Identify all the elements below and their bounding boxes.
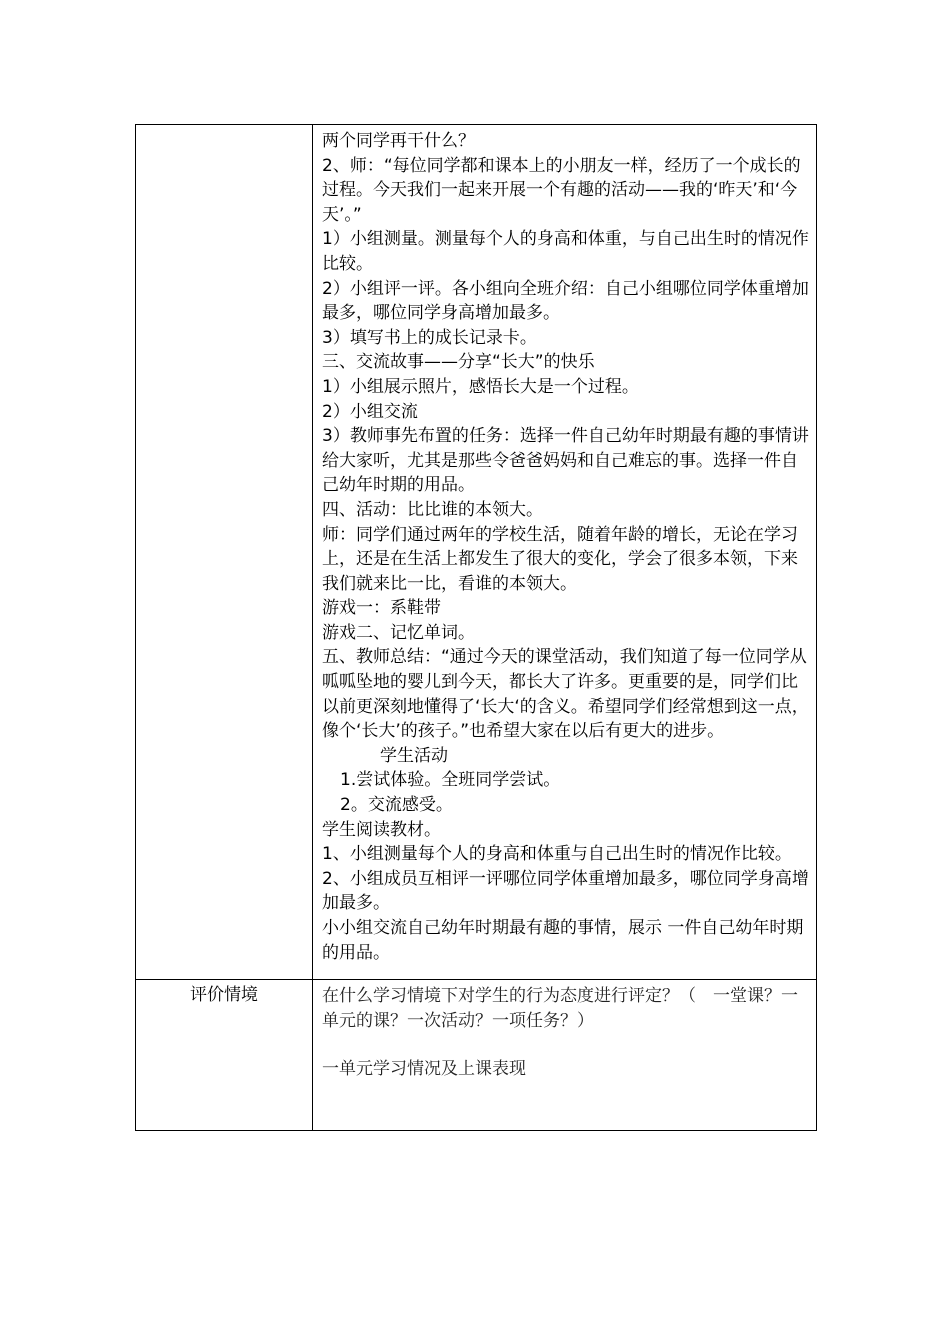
evaluation-label: 评价情境 [136,980,313,1131]
text-line: 2、师：“每位同学都和课本上的小朋友一样，经历了一个成长的过程。今天我们一起来开展一个有趣的活动——我的‘昨天’和‘今天’。” [322,155,801,225]
text-line: 1）小组测量。测量每个人的身高和体重，与自己出生时的情况作比较。 [322,229,809,274]
text-line: 五、教师总结：“通过今天的课堂活动，我们知道了每一位同学从呱呱坠地的婴儿到今天，都长大了许多。更重要的是，同学们比以前更深刻地懂得了‘长大‘的含义。希望同学们经常想到这一点，像个‘长大’的孩子。”也希望大家在以后有更大的进步。 [322,647,809,742]
text-line: 小小组交流自己幼年时期最有趣的事情，展示 一件自己幼年时期的用品。 [322,918,804,963]
activity-text [313,125,816,979]
text-line: 2）小组评一评。各小组向全班介绍：自己小组哪位同学体重增加最多，哪位同学身高增加最多。 [322,278,809,324]
text-line: 1）小组展示照片，感悟长大是一个过程。 [322,376,639,397]
text-line: 四、活动：比比谁的本领大。 [322,499,543,520]
spacer [322,1033,810,1057]
text-line: 3）填写书上的成长记录卡。 [322,327,537,348]
activity-content-cell [313,125,817,980]
text-line: 2、小组成员互相评一评哪位同学体重增加最多，哪位同学身高增加最多。 [322,868,809,914]
evaluation-question: 在什么学习情境下对学生的行为态度进行评定？（ 一堂课？一单元的课？一次活动？一项任务？） [322,986,798,1031]
table-row [136,125,817,980]
text-line: 3）教师事先布置的任务：选择一件自己幼年时期最有趣的事情讲给大家听，尤其是那些令爸爸妈妈和自己难忘的事。选择一件自己幼年时期的用品。 [322,426,809,496]
evaluation-text [313,980,816,1130]
text-line: 学生阅读教材。 [322,819,441,840]
evaluation-content-cell [313,980,817,1131]
text-line: 两个同学再干什么？ [322,131,475,151]
student-activity-heading: 学生活动 [380,745,448,766]
text-line: 游戏二、记忆单词。 [322,622,475,643]
text-line: 游戏一：系鞋带 [322,598,441,619]
evaluation-answer: 一单元学习情况及上课表现 [322,1059,526,1080]
table-row [136,980,817,1131]
text-line: 2。交流感受。 [340,795,453,816]
text-line: 三、交流故事——分享“长大”的快乐 [322,352,595,373]
text-line: 1、小组测量每个人的身高和体重与自己出生时的情况作比较。 [322,844,792,865]
text-line: 师：同学们通过两年的学校生活，随着年龄的增长，无论在学习上，还是在生活上都发生了很大的变化，学会了很多本领，下来我们就来比一比，看谁的本领大。 [322,524,798,594]
lesson-plan-table [135,124,817,1131]
text-line: 2）小组交流 [322,401,418,422]
text-line: 1.尝试体验。全班同学尝试。 [340,770,561,791]
left-cell-empty [136,125,313,980]
